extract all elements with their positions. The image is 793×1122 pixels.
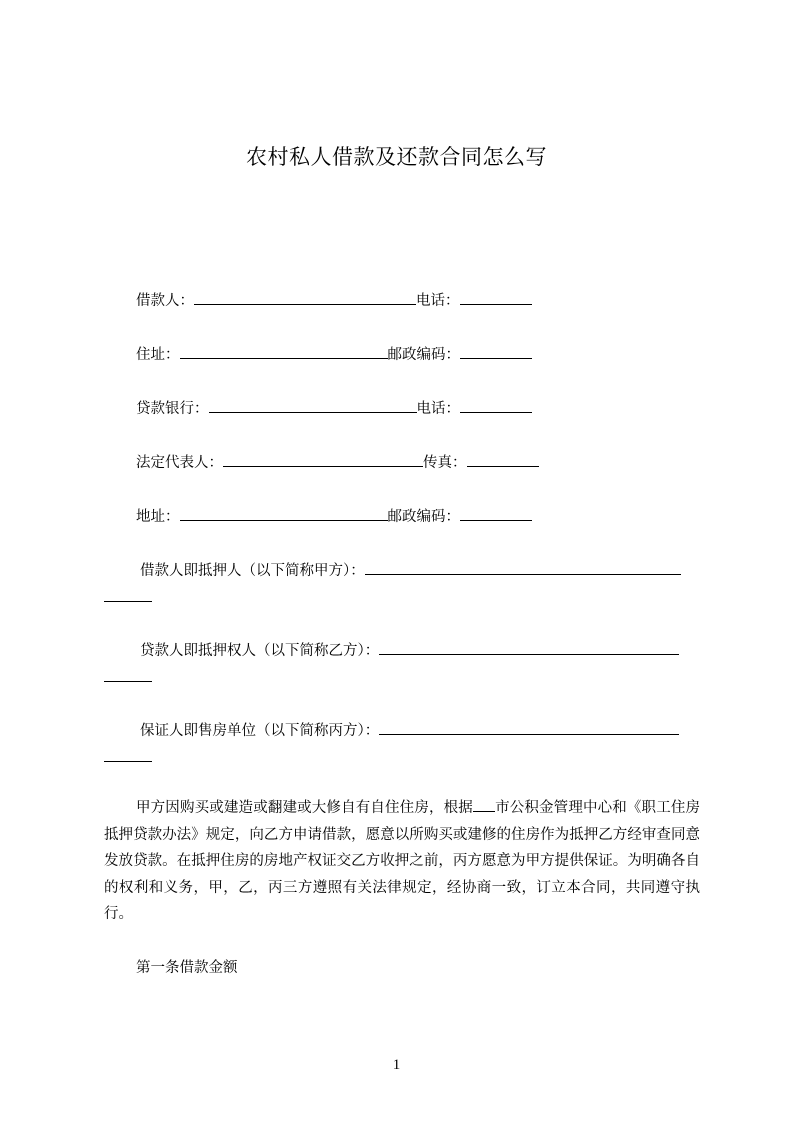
- address-label: 住址：: [136, 347, 180, 363]
- page-number: 1: [392, 1057, 401, 1073]
- field-row-location: [136, 506, 532, 527]
- bank-label: 贷款银行：: [136, 401, 209, 417]
- representative-blank[interactable]: [223, 452, 423, 467]
- location-blank[interactable]: [180, 506, 388, 521]
- postcode-blank[interactable]: [460, 344, 532, 359]
- bank-phone-blank[interactable]: [460, 398, 532, 413]
- fax-label: 传真：: [423, 455, 467, 471]
- field-row-borrower: [136, 290, 532, 311]
- borrower-label: 借款人：: [136, 293, 194, 309]
- section-heading-loan-amount: 第一条借款金额: [136, 960, 238, 976]
- postcode-label: 邮政编码：: [387, 347, 460, 363]
- party-b-blank-continued: [104, 680, 152, 682]
- party-c-label: 保证人即售房单位（以下简称丙方）：: [140, 723, 380, 739]
- location-postcode-label: 邮政编码：: [387, 509, 460, 525]
- party-a-blank-continued: [104, 600, 152, 602]
- borrower-blank[interactable]: [194, 290, 416, 305]
- address-blank[interactable]: [180, 344, 388, 359]
- field-row-representative: [136, 452, 539, 473]
- borrower-phone-blank[interactable]: [460, 290, 532, 305]
- preamble-text-start: 甲方因购买或建造或翻建或大修自有自住住房，根据: [136, 800, 473, 816]
- party-a-label: 借款人即抵押人（以下简称甲方）：: [140, 563, 365, 579]
- location-postcode-blank[interactable]: [460, 506, 532, 521]
- party-b-blank[interactable]: [379, 640, 679, 655]
- party-row-a: [140, 560, 681, 581]
- bank-blank[interactable]: [209, 398, 417, 413]
- party-c-blank-continued: [104, 760, 152, 762]
- fax-blank[interactable]: [467, 452, 539, 467]
- representative-label: 法定代表人：: [136, 455, 223, 471]
- party-c-blank[interactable]: [379, 720, 679, 735]
- bank-phone-label: 电话：: [416, 401, 460, 417]
- borrower-phone-label: 电话：: [416, 293, 460, 309]
- contract-preamble-paragraph: [104, 795, 700, 928]
- city-blank[interactable]: [473, 797, 495, 812]
- party-row-c: [140, 720, 679, 741]
- preamble-text-end: 市公积金管理中心和《职工住房抵押贷款办法》规定，向乙方申请借款，愿意以所购买或建修的住房作为抵押乙方经审查同意发放贷款。在抵押住房的房地产权证交乙方收押之前，丙方愿意为甲方提供保证。为明确各自的权利和义务，甲，乙，丙三方遵照有关法律规定，经协商一致，订立本合同，共同遵守执行。: [104, 800, 701, 923]
- location-label: 地址：: [136, 509, 180, 525]
- party-a-blank[interactable]: [365, 560, 681, 575]
- field-row-address: [136, 344, 532, 365]
- field-row-bank: [136, 398, 532, 419]
- document-title: 农村私人借款及还款合同怎么写: [246, 145, 547, 169]
- party-b-label: 贷款人即抵押权人（以下简称乙方）：: [140, 643, 380, 659]
- party-row-b: [140, 640, 679, 661]
